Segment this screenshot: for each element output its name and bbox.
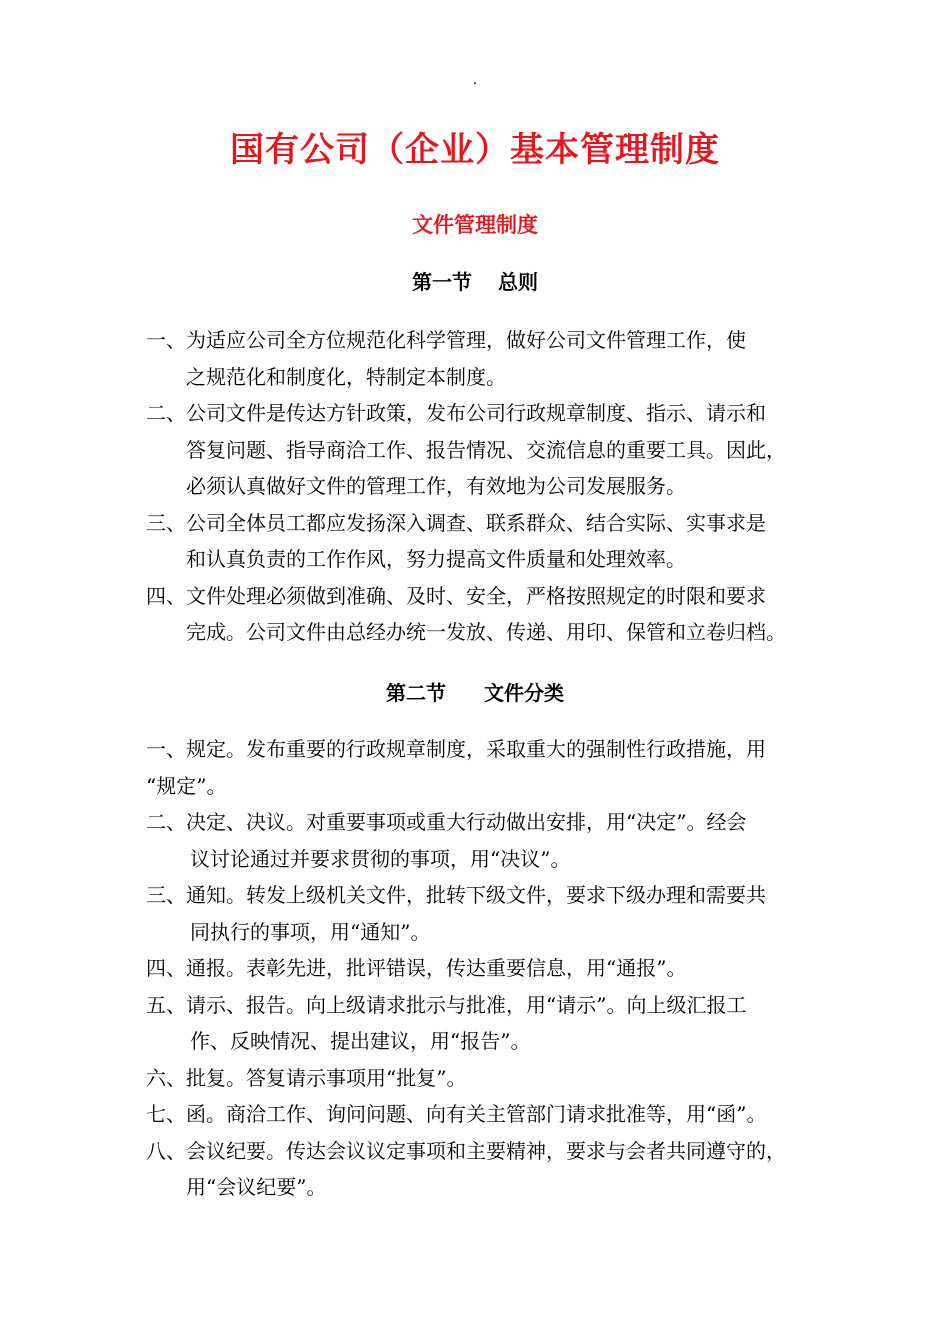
- section-1-name: 总则: [498, 270, 538, 294]
- clause-number: 二、: [146, 401, 186, 425]
- clause-number: 三、: [146, 883, 186, 907]
- header-mark: ·: [472, 76, 478, 92]
- clause-line: 文件处理必须做到准确、及时、安全，严格按照规定的时限和要求: [186, 583, 766, 608]
- clause: [146, 804, 816, 877]
- clause-line-text: 批复。答复请示事项用“批复”。: [186, 1065, 467, 1090]
- clause-line: 为适应公司全方位规范化科学管理，做好公司文件管理工作，使: [186, 328, 746, 352]
- clause-number: 七、: [146, 1102, 186, 1126]
- clause-line: 之规范化和制度化，特制定本制度。: [186, 364, 506, 389]
- clause-line: [146, 877, 816, 914]
- clause-line-text: 请示、报告。向上级请求批示与批准，用“请示”。向上级汇报工: [186, 992, 747, 1017]
- clause-number: 六、: [146, 1065, 186, 1090]
- clause-number: 八、: [146, 1138, 186, 1163]
- clause-line: [146, 1133, 816, 1170]
- clause-line-text: 通知。转发上级机关文件，批转下级文件，要求下级办理和需要共: [186, 883, 766, 907]
- clause-number: 一、: [146, 328, 186, 352]
- clause-line: 必须认真做好文件的管理工作，有效地为公司发展服务。: [186, 474, 686, 498]
- clause: [146, 987, 816, 1060]
- section-2-number: 第二节: [386, 681, 446, 705]
- clause: [146, 1133, 816, 1206]
- clause-line: 答复问题、指导商洽工作、报告情况、交流信息的重要工具。因此，: [186, 437, 786, 462]
- clause-number: 二、: [146, 810, 186, 834]
- clause: [146, 877, 816, 950]
- clause-line: 和认真负责的工作作风，努力提高文件质量和处理效率。: [186, 547, 686, 571]
- clause-text: [186, 505, 816, 578]
- clause-text: [186, 322, 816, 395]
- section-1-number: 第一节: [412, 270, 472, 294]
- clause: [146, 950, 816, 987]
- clause-line: [146, 731, 816, 768]
- clause: [146, 1060, 816, 1097]
- clause: [146, 731, 816, 804]
- clause-number: 一、: [146, 737, 186, 761]
- clause-line-text: 规定。发布重要的行政规章制度，采取重大的强制性行政措施，用: [186, 737, 766, 761]
- clause-line: 完成。公司文件由总经办统一发放、传递、用印、保管和立卷归档。: [186, 620, 786, 644]
- clause: [146, 1096, 816, 1133]
- clause-line: [146, 950, 816, 987]
- clause-line-text: 通报。表彰先进，批评错误，传达重要信息，用“通报”。: [186, 956, 687, 980]
- clause-text: [186, 578, 816, 651]
- clause: [146, 505, 816, 578]
- clause-line: 作、反映情况、提出建议，用“报告”。: [190, 1029, 531, 1053]
- clause: [146, 322, 816, 395]
- section-2-name: 文件分类: [484, 681, 564, 705]
- clause-number: 四、: [146, 956, 186, 980]
- clause-line-text: 函。商洽工作、询问问题、向有关主管部门请求批准等，用“函”。: [186, 1102, 767, 1126]
- clause: [146, 578, 816, 651]
- clause-line: 用“会议纪要”。: [186, 1175, 327, 1199]
- clause-line: 同执行的事项，用“通知”。: [190, 919, 431, 944]
- clause-line: [146, 1060, 816, 1097]
- clause-line: 议讨论通过并要求贯彻的事项，用“决议”。: [190, 846, 571, 871]
- clause-line: [146, 804, 816, 841]
- clause-number: 四、: [146, 583, 186, 608]
- clause-line: [146, 987, 816, 1024]
- clause-line-text: 会议纪要。传达会议议定事项和主要精神，要求与会者共同遵守的，: [186, 1138, 786, 1163]
- document-title: 国有公司（企业）基本管理制度: [230, 130, 720, 170]
- section-2-heading: [0, 678, 950, 708]
- clause-line: “规定”。: [146, 773, 227, 798]
- clause-line-text: 决定、决议。对重要事项或重大行动做出安排，用“决定”。经会: [186, 810, 747, 834]
- clause-number: 三、: [146, 510, 186, 535]
- clause-number: 五、: [146, 992, 186, 1017]
- section-1-heading: [0, 267, 950, 297]
- document-subtitle: 文件管理制度: [412, 213, 538, 237]
- section-2-clauses: [146, 731, 816, 1206]
- clause-text: [186, 395, 816, 505]
- section-1-clauses: [146, 322, 816, 651]
- clause-line: [146, 1096, 816, 1133]
- clause: [146, 395, 816, 505]
- clause-line: 公司文件是传达方针政策，发布公司行政规章制度、指示、请示和: [186, 401, 766, 425]
- clause-line: 公司全体员工都应发扬深入调查、联系群众、结合实际、实事求是: [186, 510, 766, 535]
